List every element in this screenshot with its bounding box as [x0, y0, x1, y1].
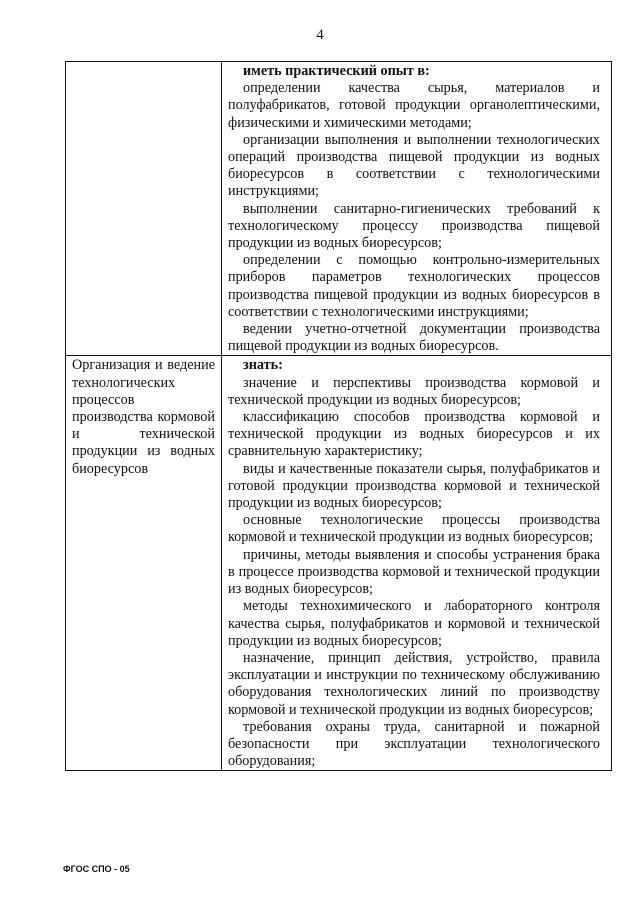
section-heading: знать: — [243, 357, 283, 374]
list-item: виды и качественные показатели сырья, полуфабрикатов и готовой продукции производства кормовой и технической продукции из водных биоресурсов; — [228, 460, 600, 512]
row-1-label-cell — [66, 62, 222, 356]
table-row — [66, 356, 612, 771]
section-heading: иметь практический опыт в: — [243, 63, 430, 79]
table-row — [66, 62, 612, 356]
list-item: ведении учетно-отчетной документации производства пищевой продукции из водных биоресурсов. — [228, 321, 600, 355]
page-number: 4 — [316, 27, 324, 43]
list-item: выполнении санитарно-гигиенических требований к технологическому процессу производства пищевой продукции из водных биоресурсов; — [228, 200, 600, 252]
row-2-label-cell — [66, 356, 222, 771]
list-item: значение и перспективы производства кормовой и технической продукции из водных биоресурсов; — [228, 374, 600, 408]
list-item: требования охраны труда, санитарной и пожарной безопасности при эксплуатации технологического оборудования; — [228, 718, 600, 770]
row-1-content-cell — [222, 62, 612, 356]
row-label: Организация и ведение технологических процессов производства кормовой и технической продукции из водных биоресурсов — [72, 357, 215, 477]
list-item: методы технохимического и лабораторного контроля качества сырья, полуфабрикатов и кормовой и технической продукции из водных биоресурсов; — [228, 598, 600, 649]
competency-table — [65, 61, 612, 771]
footer-code: ФГОС СПО - 05 — [63, 864, 130, 874]
list-item: основные технологические процессы производства кормовой и технической продукции из водных биоресурсов; — [228, 512, 600, 546]
list-item: причины, методы выявления и способы устранения брака в процессе производства кормовой и технической продукции из водных биоресурсов; — [228, 546, 600, 598]
list-item: назначение, принцип действия, устройство, правила эксплуатации и инструкции по техническому обслуживанию оборудования технологических линий по производству кормовой и технической продукции из водных биоресурсов; — [228, 649, 600, 718]
list-item: определении с помощью контрольно-измерительных приборов параметров технологических процессов производства пищевой продукции из водных биоресурсов в соответствии с технологическими инструкциями; — [228, 252, 600, 320]
list-item: организации выполнения и выполнении технологических операций производства пищевой продукции из водных биоресурсов в соответствии с технологическими инструкциями; — [228, 131, 600, 200]
row-2-content-cell — [222, 356, 612, 771]
list-item: классификацию способов производства кормовой и технической продукции из водных биоресурсов и их сравнительную характеристику; — [228, 409, 600, 460]
list-item: определении качества сырья, материалов и полуфабрикатов, готовой продукции органолептическими, физическими и химическими методами; — [228, 80, 600, 131]
